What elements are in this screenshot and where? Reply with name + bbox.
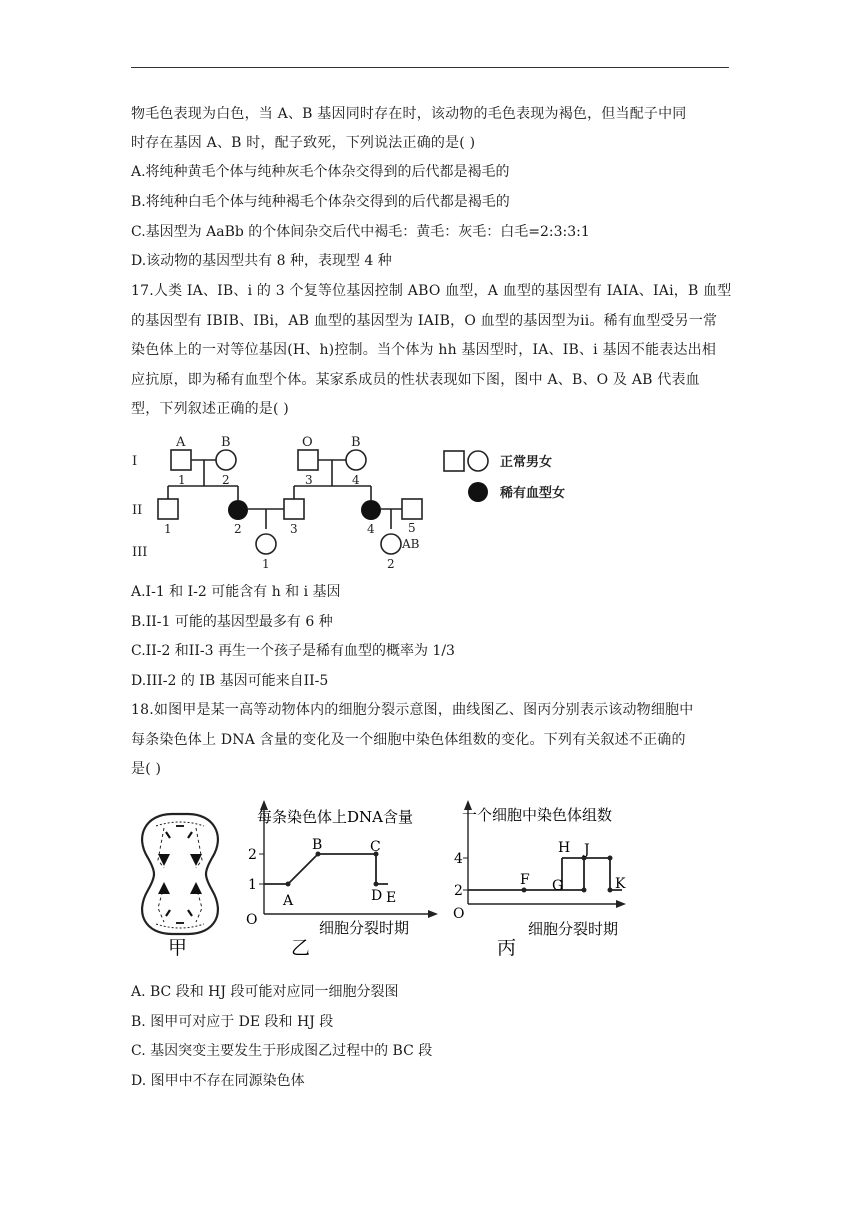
pedigree-I1-bloodtype: A — [176, 435, 186, 450]
pedigree-II5-num: 5 — [408, 521, 416, 535]
q16-option-c: C.基因型为 AaBb 的个体间杂交后代中褐毛：黄毛：灰毛：白毛=2:3:3:1 — [131, 224, 590, 240]
pedigree-I1-num: 1 — [178, 473, 186, 487]
pedigree-I3-bloodtype: O — [302, 435, 313, 450]
pedigree-I4-num: 4 — [352, 473, 360, 487]
q18-option-c: C. 基因突变主要发生于形成图乙过程中的 BC 段 — [131, 1043, 433, 1059]
pedigree-III1-female — [256, 534, 276, 554]
cell-diagram-jia — [142, 814, 218, 934]
pedigree-gen-I: I — [132, 454, 138, 469]
q17-stem-line1: 17.人类 IA、IB、i 的 3 个复等位基因控制 ABO 血型，A 血型的基因型有 IAIA、IAi，B 血型 — [131, 283, 732, 299]
legend-rare-label: 稀有血型女 — [500, 486, 566, 501]
fig-bing-label: 丙 — [497, 937, 517, 959]
chart-bing-point-j: J — [584, 842, 590, 858]
q16-option-d: D.该动物的基因型共有 8 种，表现型 4 种 — [131, 253, 392, 269]
q18-option-d: D. 图甲中不存在同源染色体 — [131, 1073, 305, 1089]
chart-yi-origin: O — [246, 912, 258, 928]
pedigree-figure — [126, 428, 606, 574]
pedigree-I2-female — [216, 450, 236, 470]
pedigree-II3-male — [284, 499, 304, 519]
q17-option-a: A.I-1 和 I-2 可能含有 h 和 i 基因 — [131, 584, 341, 600]
q16-stem-line2: 时存在基因 A、B 时，配子致死，下列说法正确的是( ) — [131, 135, 476, 151]
pedigree-I4-female — [346, 450, 366, 470]
fig-yi-label: 乙 — [291, 937, 311, 959]
pedigree-III1-num: 1 — [262, 557, 270, 571]
legend-male-symbol — [444, 451, 464, 471]
header-rule — [131, 67, 729, 68]
pedigree-I3-male — [298, 450, 318, 470]
fig-jia-label: 甲 — [168, 937, 188, 959]
chart-bing-origin: O — [453, 906, 465, 922]
pedigree-III2-female — [381, 534, 401, 554]
q18-option-b: B. 图甲可对应于 DE 段和 HJ 段 — [131, 1014, 334, 1030]
pedigree-I1-male — [171, 450, 191, 470]
q17-stem-line3: 染色体上的一对等位基因(H、h)控制。当个体为 hh 基因型时，IA、IB、i 基因不能表达出相 — [131, 342, 717, 358]
legend-female-symbol — [468, 451, 488, 471]
chart-yi-tick-1: 1 — [248, 877, 257, 893]
pedigree-III2-bloodtype: AB — [402, 537, 420, 551]
chart-yi-tick-2: 2 — [248, 847, 257, 863]
chart-bing-point-g: G — [552, 878, 564, 894]
chart-bing-point-h: H — [558, 840, 571, 856]
pedigree-II2-num: 2 — [234, 522, 242, 536]
pedigree-III2-num: 2 — [387, 557, 395, 571]
pedigree-I3-num: 3 — [305, 473, 313, 487]
chart-yi-point-a: A — [283, 893, 294, 909]
legend-normal-label: 正常男女 — [500, 455, 553, 470]
q18-option-a: A. BC 段和 HJ 段可能对应同一细胞分裂图 — [131, 984, 399, 1000]
chart-bing-tick-2: 2 — [454, 883, 463, 899]
q16-option-a: A.将纯种黄毛个体与纯种灰毛个体杂交得到的后代都是褐毛的 — [131, 164, 510, 180]
chart-yi-xlabel: 细胞分裂时期 — [319, 919, 410, 937]
pedigree-I4-bloodtype: B — [351, 435, 361, 450]
pedigree-I2-num: 2 — [222, 473, 230, 487]
chart-yi-point-e: E — [386, 890, 397, 906]
chart-yi-point-c: C — [370, 839, 381, 855]
chart-yi-point-b: B — [312, 837, 323, 853]
q18-figures — [126, 796, 646, 968]
pedigree-II1-male — [158, 499, 178, 519]
q18-stem-line3: 是( ) — [131, 761, 162, 777]
q16-option-b: B.将纯种白毛个体与纯种褐毛个体杂交得到的后代都是褐毛的 — [131, 194, 510, 210]
pedigree-I2-bloodtype: B — [221, 435, 231, 450]
chart-bing-point-k: K — [615, 876, 626, 892]
chart-bing-xlabel: 细胞分裂时期 — [528, 920, 619, 938]
pedigree-II1-num: 1 — [164, 522, 172, 536]
chart-bing-tick-4: 4 — [454, 851, 463, 867]
q16-stem-line1: 物毛色表现为白色，当 A、B 基因同时存在时，该动物的毛色表现为褐色，但当配子中同 — [131, 106, 687, 122]
chart-yi-point-d: D — [371, 888, 383, 904]
q18-stem-line1: 18.如图甲是某一高等动物体内的细胞分裂示意图，曲线图乙、图丙分别表示该动物细胞中 — [131, 702, 694, 718]
pedigree-II2-rare-female — [228, 500, 248, 520]
q17-option-d: D.III-2 的 IB 基因可能来自II-5 — [131, 673, 329, 689]
q17-stem-line5: 型，下列叙述正确的是( ) — [131, 401, 289, 417]
pedigree-II4-rare-female — [361, 500, 381, 520]
pedigree-II4-num: 4 — [367, 522, 375, 536]
q17-stem-line2: 的基因型有 IBIB、IBi，AB 血型的基因型为 IAIB，O 血型的基因型为ii。稀有血型受另一常 — [131, 313, 718, 329]
pedigree-II5-male — [402, 499, 422, 519]
q17-option-b: B.II-1 可能的基因型最多有 6 种 — [131, 614, 333, 630]
chart-bing-title: 一个细胞中染色体组数 — [462, 806, 613, 824]
pedigree-II3-num: 3 — [290, 522, 298, 536]
legend-rare-symbol — [468, 482, 488, 502]
chart-yi-title: 每条染色体上DNA含量 — [257, 808, 413, 826]
q18-stem-line2: 每条染色体上 DNA 含量的变化及一个细胞中染色体组数的变化。下列有关叙述不正确的 — [131, 732, 686, 748]
pedigree-gen-II: II — [132, 503, 143, 518]
chart-bing-point-f: F — [520, 872, 530, 888]
q17-option-c: C.II-2 和II-3 再生一个孩子是稀有血型的概率为 1/3 — [131, 643, 455, 659]
pedigree-gen-III: III — [132, 545, 148, 560]
q17-stem-line4: 应抗原，即为稀有血型个体。某家系成员的性状表现如下图，图中 A、B、O 及 AB 代表血 — [131, 372, 700, 388]
